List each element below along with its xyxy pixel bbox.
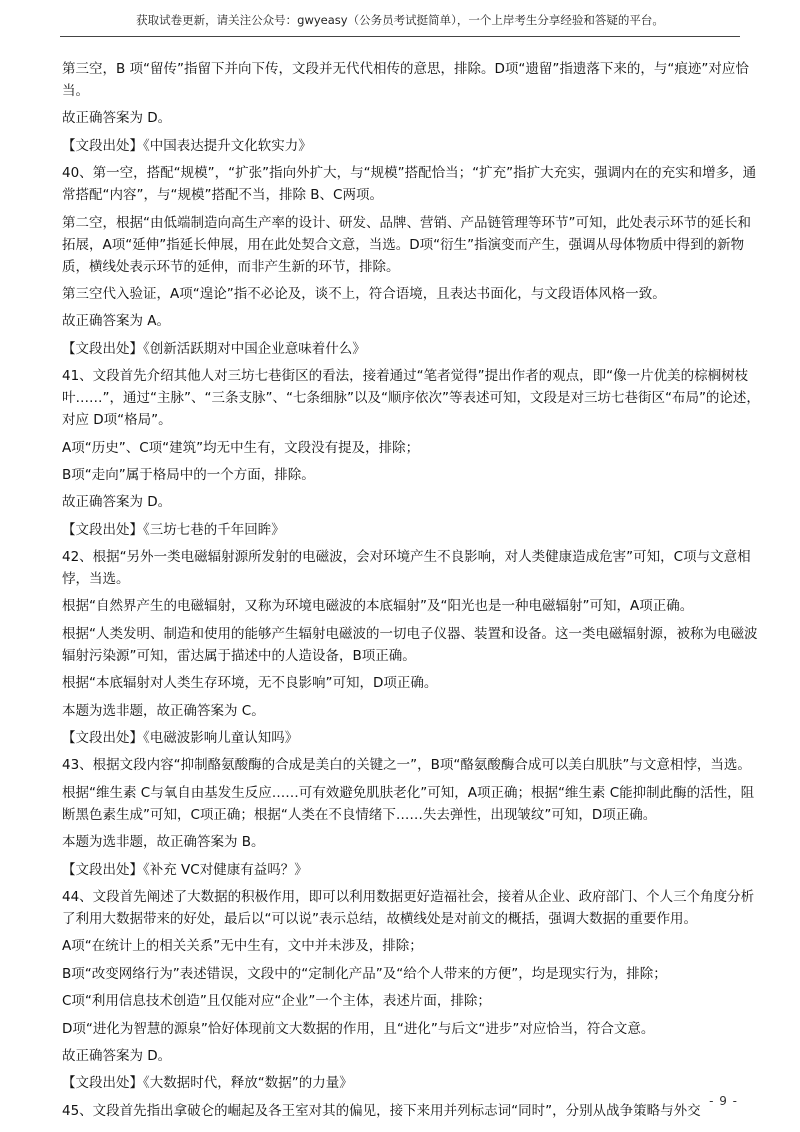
paragraph: 根据“自然界产生的电磁辐射，又称为环境电磁波的本底辐射”及“阳光也是一种电磁辐射”可知，A项正确。 [62,598,694,615]
paragraph: B项“走向”属于格局中的一个方面，排除。 [62,466,315,483]
paragraph: 41、文段首先介绍其他人对三坊七巷街区的看法，接着通过“笔者觉得”提出作者的观点，即“像一片优美的棕榈树枝叶……”，通过“主脉”、“三条支脉”、“七条细脉”以及“顺序依次”等表述可知，文段是对三坊七巷街区“布局”的论述，对应 D项“格局”。 [62,368,760,429]
paragraph: 故正确答案为 D。 [62,110,172,127]
paragraph: 【文段出处】《三坊七巷的千年回眸》 [62,521,285,538]
paragraph: 【文段出处】《中国表达提升文化软实力》 [62,137,312,154]
paragraph: 根据“本底辐射对人类生存环境，无不良影响”可知，D项正确。 [62,675,438,692]
paragraph: 【文段出处】《大数据时代，释放“数据”的力量》 [62,1075,353,1092]
paragraph: 43、根据文段内容“抑制酪氨酸酶的合成是美白的关键之一”，B项“酪氨酸酶合成可以美白肌肤”与文意相悖，当选。 [62,757,751,774]
paragraph: 【文段出处】《创新活跃期对中国企业意味着什么》 [62,340,366,357]
paragraph: 故正确答案为 D。 [62,1047,172,1064]
paragraph: 44、文段首先阐述了大数据的积极作用，即可以利用数据更好造福社会，接着从企业、政府部门、个人三个角度分析了利用大数据带来的好处，最后以“可以说”表示总结，故横线处是对前文的概括，强调大数据的重要作用。 [62,888,755,927]
paragraph: A项“历史”、C项“建筑”均无中生有，文段没有提及，排除； [62,439,420,456]
paragraph: 【文段出处】《补充 VC对健康有益吗？》 [62,861,308,878]
paragraph: 根据“人类发明、制造和使用的能够产生辐射电磁波的一切电子仪器、装置和设备。这一类电磁辐射源，被称为电磁波辐射污染源”可知，雷达属于描述中的人造设备，B项正确。 [62,625,758,664]
paragraph: 45、文段首先指出拿破仑的崛起及各王室对其的偏见，接下来用并列标志词“同时”，分别从战争策略与外交 [62,1102,701,1119]
paragraph: 根据“维生素 C与氧自由基发生反应……可有效避免肌肤老化”可知，A项正确；根据“维生素 C能抑制此酶的活性，阻断黑色素生成”可知，C项正确；根据“人类在不良情绪下……失去弹性，出现皱纹”可知，D项正确。 [62,784,755,823]
paragraph: 第三空代入验证，A项“遑论”指不必论及，谈不上，符合语境，且表达书面化，与文段语体风格一致。 [62,285,666,302]
paragraph: 42、根据“另外一类电磁辐射源所发射的电磁波，会对环境产生不良影响，对人类健康造成危害”可知，C项与文意相悖，当选。 [62,549,751,588]
header-text: 获取试卷更新，请关注公众号：gwyeasy（公务员考试挺简单），一个上岸考生分享经验和答疑的平台。 [136,13,664,27]
paragraph: 故正确答案为 D。 [62,494,172,511]
paragraph: 【文段出处】《电磁波影响儿童认知吗》 [62,730,299,747]
paragraph: 故正确答案为 A。 [62,313,171,330]
paragraph: B项“改变网络行为”表述错误，文段中的“定制化产品”及“给个人带来的方便”，均是现实行为，排除； [62,965,667,982]
paragraph: 本题为选非题，故正确答案为 C。 [62,702,265,719]
paragraph: 第二空，根据“由低端制造向高生产率的设计、研发、品牌、营销、产品链管理等环节”可知，此处表示环节的延长和拓展，A项“延伸”指延长伸展，用在此处契合文意，当选。D项“衍生”指演变而产生，强调从母体物质中得到的新物质，横线处表示环节的延伸，而非产生新的环节，排除。 [62,214,751,275]
paragraph: 40、第一空，搭配“规模”，“扩张”指向外扩大，与“规模”搭配恰当；“扩充”指扩大充实，强调内在的充实和增多，通常搭配“内容”，与“规模”搭配不当，排除 B、C两项。 [62,165,757,204]
paragraph: A项“在统计上的相关关系”无中生有，文中并未涉及，排除； [62,938,423,955]
paragraph: D项“进化为智慧的源泉”恰好体现前文大数据的作用，且“进化”与后文“进步”对应恰当，符合文意。 [62,1020,655,1037]
document-body [62,58,760,1127]
paragraph: C项“利用信息技术创造”且仅能对应“企业”一个主体，表述片面，排除； [62,993,491,1010]
paragraph: 第三空，B 项“留传”指留下并向下传，文段并无代代相传的意思，排除。D项“遗留”指遗落下来的，与“痕迹”对应恰当。 [62,61,749,99]
paragraph: 本题为选非题，故正确答案为 B。 [62,834,265,851]
page-header [60,6,740,37]
page-number: - 9 - [709,1094,738,1108]
